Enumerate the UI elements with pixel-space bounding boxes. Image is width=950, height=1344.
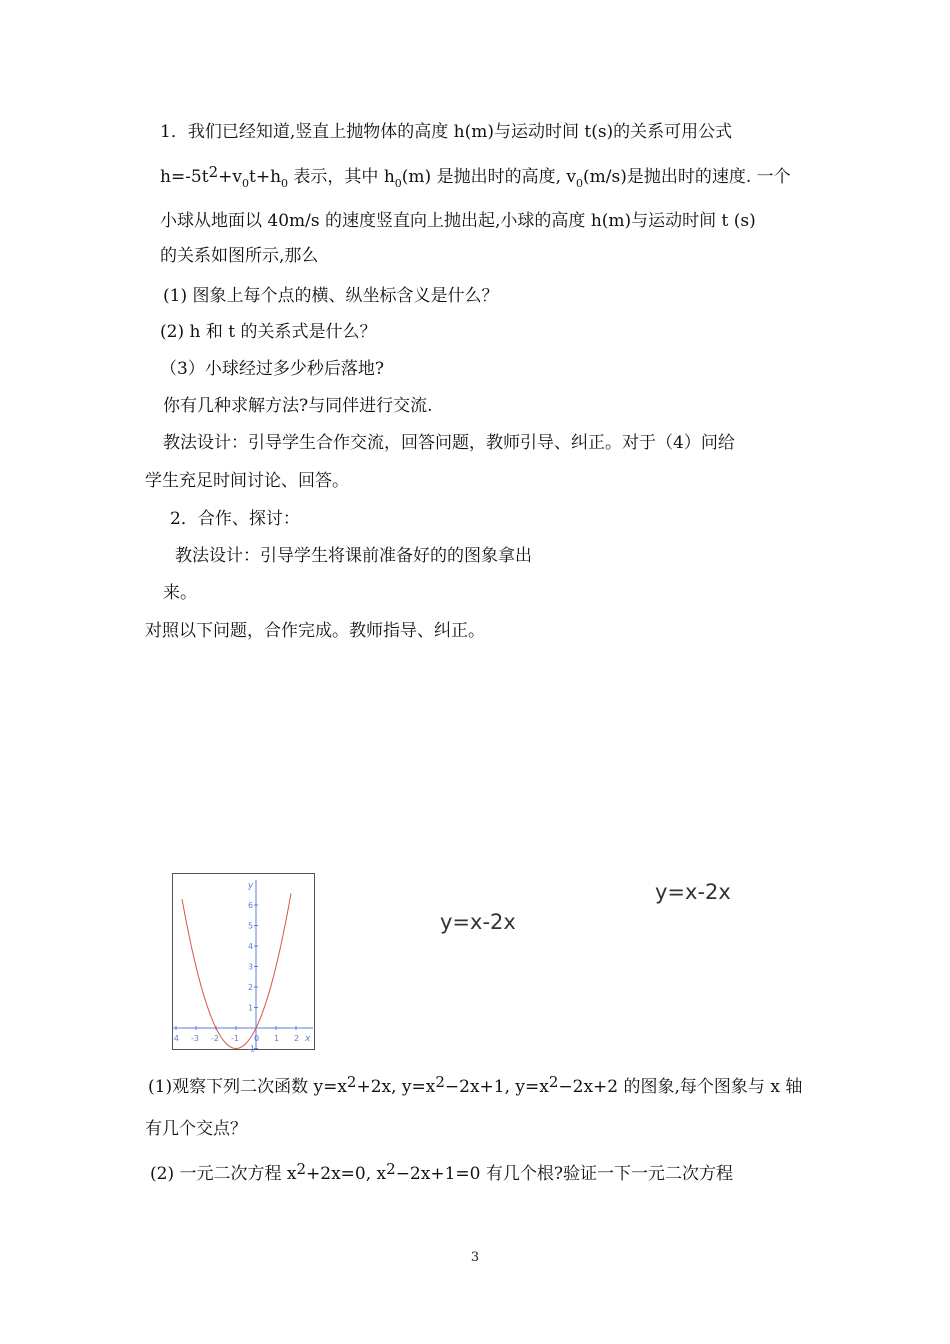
- y-tick-label: 2: [248, 983, 254, 992]
- question-4: 你有几种求解方法?与同伴进行交流.: [163, 396, 433, 416]
- section2-heading: 2．合作、探讨：: [170, 509, 300, 529]
- x-axis-label: x: [305, 1034, 311, 1044]
- y-tick-label: 6: [248, 901, 254, 910]
- x-tick-label: -4: [171, 1034, 179, 1043]
- parabola-curve: [182, 894, 291, 1049]
- parabola-graph: [171, 873, 315, 1054]
- y-tick-label: 3: [248, 962, 254, 972]
- y-tick-label: 4: [248, 942, 254, 951]
- y-tick-label: 1: [248, 1003, 254, 1013]
- paragraph1-formula-line: $h=-5t2+v_0t+h_0$ 表示，其中 $h_0(m)$ 是抛出时的高度, $v_0(m/s)$是抛出时的速度. 一个: [160, 163, 791, 190]
- observe-line2: 有几个交点？: [145, 1119, 247, 1139]
- roots-question: (2) 一元二次方程 x2+2x=0, x2−2x+1=0 有几个根?验证一下一元二次方程: [150, 1160, 733, 1184]
- observe-line1: (1)观察下列二次函数 y=x2+2x, y=x2−2x+1, y=x2−2x+2 的图象,每个图象与 x 轴: [148, 1073, 803, 1097]
- x-tick-label: -2: [211, 1034, 219, 1043]
- parabola-graph-svg: [171, 874, 316, 1054]
- question-3: （3）小球经过多少秒后落地?: [160, 359, 384, 379]
- equation-label-center: y=x-2x: [440, 910, 516, 934]
- y-tick-label: -1: [247, 1044, 255, 1054]
- design1-line1: 教法设计：引导学生合作交流，回答问题，教师引导、纠正。对于（4）问给: [163, 433, 735, 453]
- question-2: (2) h 和 t 的关系式是什么？: [160, 322, 377, 342]
- x-tick-label: -3: [191, 1034, 199, 1043]
- x-tick-label: 1: [274, 1034, 280, 1043]
- section2-design-line1: 教法设计：引导学生将课前准备好的的图象拿出: [175, 546, 532, 566]
- paragraph1-line4: 的关系如图所示,那么: [160, 246, 319, 266]
- paragraph1-line3: 小球从地面以 40m/s 的速度竖直向上抛出起,小球的高度 h(m)与运动时间 t (s): [160, 211, 756, 231]
- y-tick-label: 5: [248, 921, 254, 931]
- x-tick-label: -1: [231, 1034, 239, 1043]
- section2-instruction: 对照以下问题，合作完成。教师指导、纠正。: [145, 621, 485, 641]
- page-number: 3: [470, 1250, 480, 1265]
- y-axis-label: y: [248, 881, 254, 891]
- paragraph1-line1: 1．我们已经知道,竖直上抛物体的高度 h(m)与运动时间 t(s)的关系可用公式: [160, 122, 733, 142]
- equation-label-right: y=x-2x: [655, 880, 731, 904]
- design1-line2: 学生充足时间讨论、回答。: [145, 471, 349, 491]
- section2-design-line2: 来。: [163, 583, 197, 603]
- x-tick-label: 2: [294, 1034, 300, 1043]
- question-1: (1) 图象上每个点的横、纵坐标含义是什么？: [163, 286, 499, 306]
- x-tick-label: 0: [254, 1034, 260, 1043]
